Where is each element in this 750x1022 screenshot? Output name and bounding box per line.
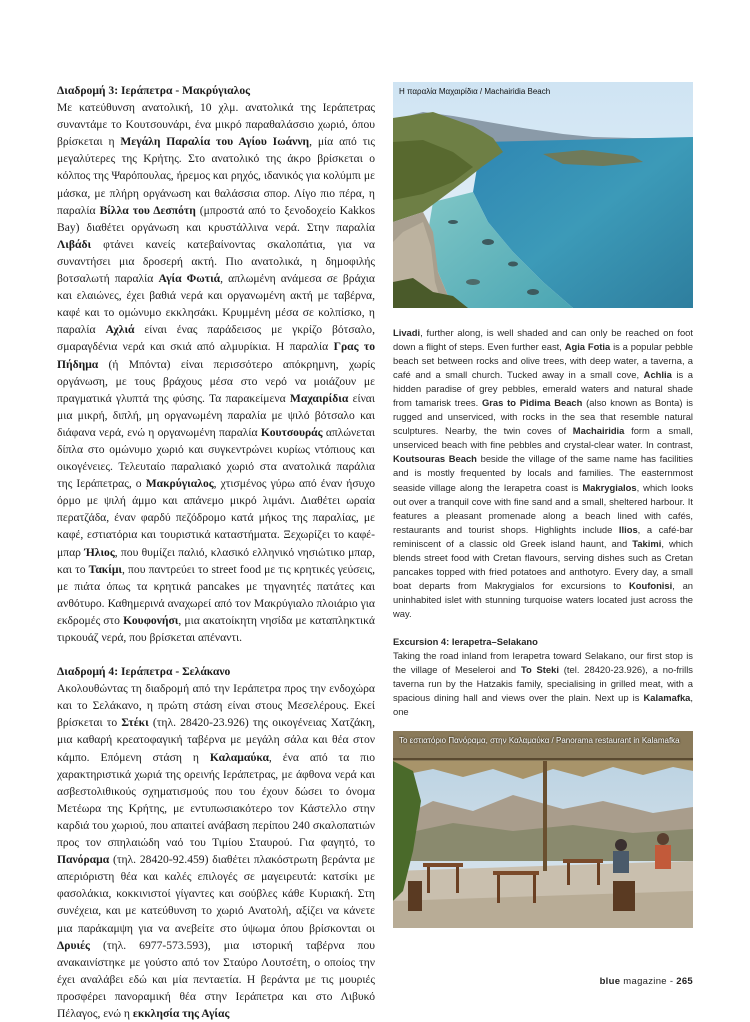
bold-term: Στέκι (121, 716, 149, 730)
text-run: , one (393, 692, 693, 718)
route4-body (57, 680, 375, 1022)
bold-term: Πανόραμα (57, 853, 110, 867)
text-run: (tel. 28420-23.926), a no-frills taverna run by the Hatzakis family, specialising in grilled meat, with a spacious dining hall and views over the plain. Next up is (393, 664, 693, 704)
route3-title: Διαδρομή 3: Ιεράπετρα - Μακρύγιαλος (57, 84, 251, 97)
text-run: φτάνει κανείς κατεβαίνοντας σκαλοπάτια, για να συναντήσει μια δροσερή ακτή. Πιο ανατολικά, η δημοφιλής βοτσαλωτή παραλία (57, 237, 375, 286)
bold-term: Koutsouras Beach (393, 453, 477, 465)
page-footer (600, 976, 693, 987)
text-run: form a small, unserviced beach with fine pebbles and crystal-clear water. In contrast, (393, 425, 693, 451)
panorama-restaurant-photo (393, 731, 693, 928)
text-run: , που θυμίζει παλιό, κλασικό ελληνικό νησιώτικο μπαρ, και το (57, 545, 376, 576)
text-run: , μια ακατοίκητη νησίδα με καταπληκτικά τιρκουάζ νερά, που βρίσκεται απέναντι. (57, 613, 375, 644)
bold-term: Δρυιές (57, 938, 90, 952)
text-run: , which blends street food with Cretan flavours, serving dishes such as Cretan pancakes topped with fried potatoes and anthotyro. Every day, a small boat departs from Makrygialos for excursions to (393, 537, 693, 591)
text-run: is a hidden paradise of grey pebbles, emerald waters and natural shade from tamarisk trees. (393, 369, 693, 409)
text-run: , μία από τις μεγαλύτερες της Κρήτης. Στο ανατολικό της άκρο βρίσκεται ο κόλπος της Ψαρόπουλας, ήρεμος και ρηχός, ιδανικός για κολύμπι με μάσκα, με πλήρη οργάνωση και θαλάσσια σπορ. Λίγο πιο πέρα, η παραλία (57, 135, 375, 217)
bold-term: Καλαμαύκα (209, 750, 269, 764)
excursion4-title: Excursion 4: Ierapetra–Selakano (393, 635, 538, 647)
text-run: is a popular pebble beach set between rocks and olive trees, with deep water, a taverna, a café and a small church. Tucked away in a small cove, (393, 341, 693, 381)
bold-term: Μεγάλη Παραλία του Αγίου Ιωάννη (120, 135, 310, 149)
text-run: (τηλ. 6977-573.593), μια ιστορική ταβέρνα που ανακαινίστηκε με γούστο από τον Σταύρο Λουτσέτη, ο οποίος την έχει αναλάβει εδώ και μία πενταετία. Η βεράντα με τις μουριές προσφέρει πανοραμική θέα στην Ιεράπετρα και στο Λιβυκό Πέλαγος, ενώ η (57, 938, 375, 1020)
bold-term: Μακρύγιαλος (145, 477, 214, 491)
bold-term: Takimi (632, 537, 662, 549)
bold-term: Makrygialos (582, 481, 637, 493)
text-run: , an uninhabited islet with stunning turquoise waters located just across the way. (393, 579, 694, 619)
text-run: Με κατεύθυνση ανατολική, 10 χλμ. ανατολικά της Ιεράπετρας συναντάμε το Κουτσουνάρι, ένα μικρό παραθαλάσσιο χωριό, όπου βρίσκεται η (57, 101, 375, 149)
bold-term: Κουφονήσι (123, 613, 179, 627)
text-run: είναι ένας παράδεισος με γκρίζο βότσαλο, σμαραγδένια νερά και σκιά από αλμυρίκια. Η παραλία (57, 323, 375, 354)
bold-term: Ήλιος (84, 545, 115, 559)
text-run: , χτισμένος γύρω από έναν ήσυχο όρμο με ψιλή άμμο και απάνεμο μικρό λιμάνι. Διαθέτει ωραία περατζάδα, έναν φαρδύ πεζόδρομο κατά μήκος της παραλίας, με καφέ, εστιατόρια και τουριστικά καταστήματα. Ξεχωρίζει το καφέ-μπαρ (57, 477, 376, 559)
text-run: απλώνεται δίπλα στο ομώνυμο χωριό και συγκεντρώνει κυρίως ντόπιους και οικογένειες. Τελευταίο παραλιακό χωριό στα ανατολικά παράλια της Ιεράπετρας, ο (57, 425, 375, 491)
bold-term: Machairidia (572, 425, 625, 437)
text-run: (ή Μπόντα) είναι περισσότερο απόκρημνη, χωρίς οργάνωση, με τους βράχους μέσα στο νερό να μοιάζουν με πραγματικά γλυπτά της φύσης. Τα παρακείμενα (57, 357, 375, 405)
bold-term: Μαχαιρίδια (289, 391, 349, 405)
footer-separator: - (669, 976, 674, 987)
excursion4-body (393, 649, 693, 719)
text-run: , which looks out over a tranquil cove with fine sand and a small, sheltered harbour. It features a pleasant promenade along a beach lined with cafés, restaurants and tourist shops. Highlights include (393, 481, 694, 535)
beach-photo-caption: Η παραλία Μαχαιρίδια / Machairidia Beach (399, 87, 551, 96)
text-run: (also known as Bonta) is rugged and unserviced, with rocks in the sea that resemble natural sculptures. Nearby, the twin coves of (393, 397, 693, 437)
restaurant-photo-caption: Το εστιατόριο Πανόραμα, στην Καλαμαύκα / Panorama restaurant in Kalamafka (399, 736, 680, 745)
bold-term: Livadi (393, 327, 421, 338)
bold-term: Gras to Pidima Beach (481, 397, 583, 409)
magazine-name: blue (599, 976, 621, 987)
text-run: Ακολουθώντας τη διαδρομή από την Ιεράπετρα προς την ενδοχώρα και το Σελάκανο, η πρώτη στάση είναι στους Μεσελέρους. Εκεί βρίσκεται το (57, 682, 375, 730)
bold-term: Λιβάδι (57, 237, 92, 251)
text-run: , further along, is well shaded and can only be reached on foot down a flight of steps. Even further east, (393, 327, 693, 353)
magazine-word: magazine (623, 976, 667, 987)
bold-term: εκκλησία της Αγίας (132, 1006, 230, 1020)
bold-term: Achlia (643, 369, 672, 381)
english-column (393, 326, 693, 719)
page-number: 265 (676, 976, 693, 987)
bold-term: Koufonisi (629, 579, 673, 591)
text-run: (τηλ. 28420-23.926) της οικογένειας Χατζάκη, μια καθαρή κρεατοφαγική ταβέρνα με μεγάλη σάλα και θέα στον κάμπο. Επόμενη στάση η (57, 716, 375, 764)
bold-term: Kalamafka (643, 692, 691, 704)
text-run: Taking the road inland from Ierapetra toward Selakano, our first stop is the village of Meseleroi and (393, 650, 693, 676)
bold-term: To Steki (520, 664, 559, 676)
bold-term: Κουτσουράς (260, 425, 323, 439)
bold-term: Ilios (618, 523, 638, 535)
machairidia-beach-photo (393, 82, 693, 308)
text-run: είναι μια μικρή, διπλή, μη οργανωμένη παραλία με ψιλό βότσαλο και διάφανα νερά, ενώ η οργανωμένη παραλία (57, 391, 376, 439)
bold-term: Τακίμι (88, 562, 123, 576)
route3-body (57, 99, 375, 646)
greek-column (57, 82, 375, 1022)
bold-term: Αχλιά (105, 323, 135, 337)
text-run: (τηλ. 28420-92.459) διαθέτει πλακόστρωτη βεράντα με απεριόριστη θέα και καλές επιλογές σε μαγειρευτά: κατσίκι με φασολάκια, κοκκινιστοί γίγαντες και σούβλες κάθε Κυριακή. Στη συνέχεια, και με κατεύθυνση το χωριό Ανατολή, αξίζει να κάνετε μια παράκαμψη για να ανεβείτε στο ύψωμα όπου βρίσκονται οι (57, 853, 375, 935)
text-run: , που παντρεύει το street food με τις κρητικές γεύσεις, με πιάτα όπως τα κρητικά pancakes με τηγανητές πατάτες και ανθότυρο. Καθημερινά αναχωρεί από τον Μακρύγιαλο πλοιάριο για εκδρομές στο (57, 562, 375, 627)
bold-term: Αγία Φωτιά (158, 272, 221, 286)
bold-term: Agia Fotia (564, 341, 611, 353)
english-paragraph-1 (393, 326, 693, 621)
bold-term: Γρας το Πήδημα (57, 340, 376, 371)
text-run: beside the village of the same name has facilities and is mostly frequented by locals and families. The easternmost seaside village along the Ierapetra coast is (393, 453, 693, 493)
text-run: , απλωμένη ανάμεσα σε βράχια και ελαιώνες, έχει βαθιά νερά και οργανωμένη ακτή με ταβέρνα, καφέ και το ομώνυμο εκκλησάκι. Κρυμμένη μέσα σε κολπίσκο, η παραλία (57, 272, 375, 337)
text-run: , a café-bar reminiscent of a classic old Greek island haunt, and (393, 523, 693, 549)
bold-term: Βίλλα του Δεσπότη (99, 203, 196, 217)
route4-title: Διαδρομή 4: Ιεράπετρα - Σελάκανο (57, 665, 231, 679)
text-run: (μπροστά από το ξενοδοχείο Kakkos Bay) διαθέτει οργάνωση και κρυστάλλινα νερά. Στην παραλία (57, 203, 376, 234)
text-run: , ένα από τα πιο χαρακτηριστικά χωριά της ορεινής Ιεράπετρας, με άφθονα νερά και ασβεστολιθικούς σχηματισμούς που του έχουν δώσει το όνομα Μετέωρα της Κρήτης, με εντυπωσιακότερο τον Κάστελλο στην καρδιά του χωριού, που απαιτεί ανάβαση περίπου 240 σκαλοπατιών προς τον σπηλαιώδη ναό του Τιμίου Σταυρού. Για φαγητό, το (57, 750, 376, 850)
